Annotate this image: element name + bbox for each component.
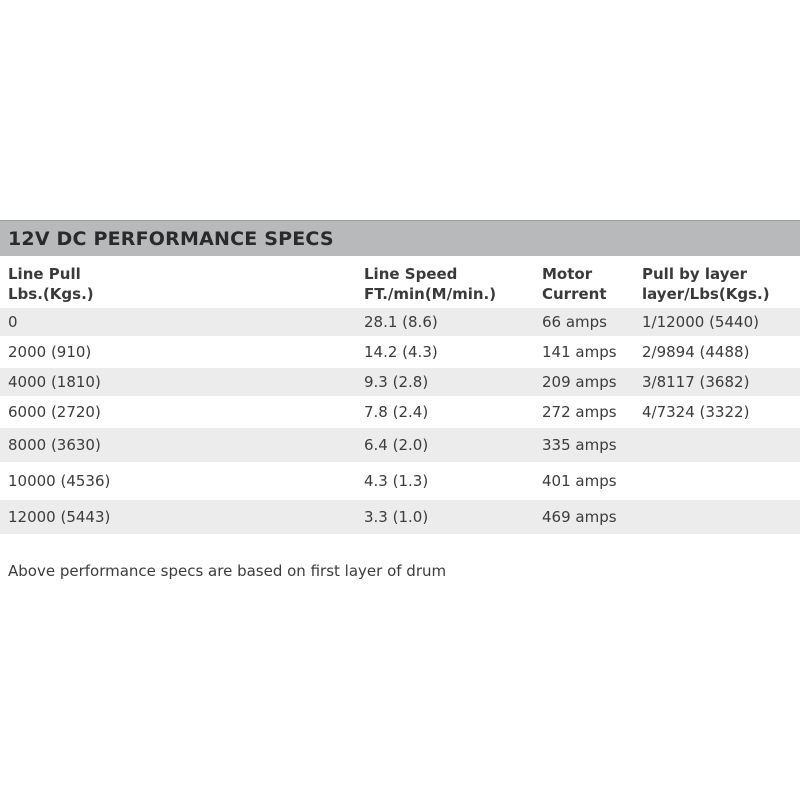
footnote: Above performance specs are based on first layer of drum [8,562,447,580]
table-row [0,398,800,426]
table-row [0,500,800,534]
cell-line-speed: 7.8 (2.4) [364,403,429,421]
cell-motor-current: 272 amps [542,403,617,421]
performance-spec-table [0,220,800,534]
table-title: 12V DC PERFORMANCE SPECS [0,220,800,256]
cell-motor-current: 66 amps [542,313,607,331]
cell-motor-current: 209 amps [542,373,617,391]
table-row [0,308,800,336]
cell-line-pull: 12000 (5443) [8,508,111,526]
cell-pull-by-layer: 4/7324 (3322) [642,403,750,421]
cell-motor-current: 335 amps [542,436,617,454]
header-line-pull-unit: Lbs.(Kgs.) [8,285,94,303]
cell-line-pull: 2000 (910) [8,343,92,361]
header-line-speed-label: Line Speed [364,265,458,283]
header-line-pull [8,264,94,304]
header-pull-by-layer-label: Pull by layer [642,265,748,283]
cell-line-pull: 4000 (1810) [8,373,101,391]
table-row [0,338,800,366]
cell-line-speed: 14.2 (4.3) [364,343,438,361]
cell-motor-current: 401 amps [542,472,617,490]
table-row [0,464,800,498]
header-motor-current-label: Motor [542,265,593,283]
cell-motor-current: 141 amps [542,343,617,361]
cell-pull-by-layer: 1/12000 (5440) [642,313,759,331]
header-line-speed-unit: FT./min(M/min.) [364,285,497,303]
cell-pull-by-layer: 3/8117 (3682) [642,373,750,391]
header-pull-by-layer-unit: layer/Lbs(Kgs.) [642,285,770,303]
cell-line-speed: 9.3 (2.8) [364,373,429,391]
cell-line-pull: 6000 (2720) [8,403,101,421]
cell-line-speed: 4.3 (1.3) [364,472,429,490]
header-line-speed [364,264,496,304]
header-pull-by-layer [642,264,770,304]
cell-line-speed: 3.3 (1.0) [364,508,429,526]
cell-pull-by-layer: 2/9894 (4488) [642,343,750,361]
table-row [0,368,800,396]
cell-line-pull: 0 [8,313,18,331]
cell-line-speed: 28.1 (8.6) [364,313,438,331]
header-motor-current [542,264,607,304]
cell-motor-current: 469 amps [542,508,617,526]
header-motor-current-unit: Current [542,285,607,303]
table-row [0,428,800,462]
cell-line-pull: 10000 (4536) [8,472,111,490]
table-header-row [0,256,800,308]
header-line-pull-label: Line Pull [8,265,81,283]
cell-line-speed: 6.4 (2.0) [364,436,429,454]
cell-line-pull: 8000 (3630) [8,436,101,454]
